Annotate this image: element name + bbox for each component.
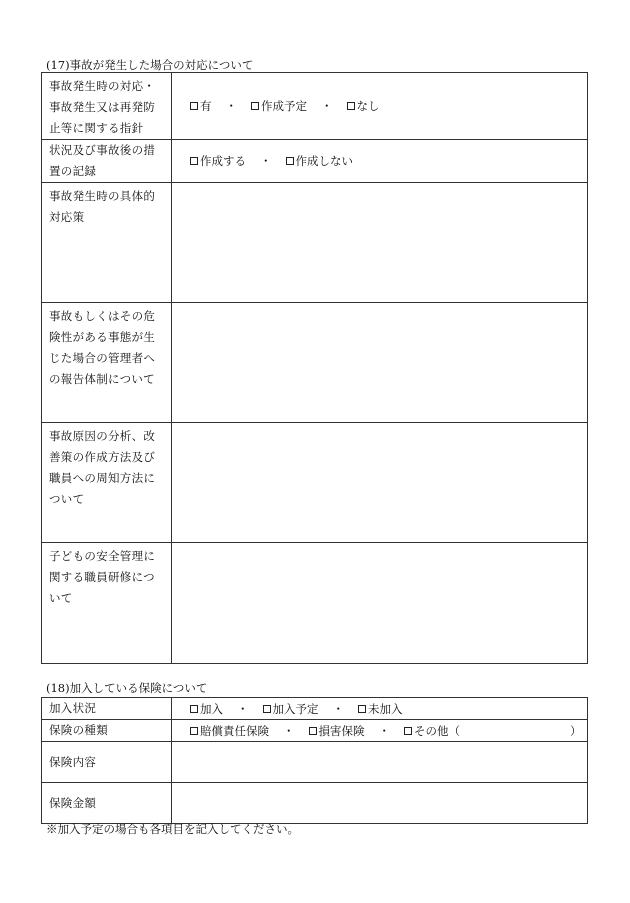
option-other[interactable] [404, 723, 460, 739]
label-line: じた場合の管理者へ [49, 351, 156, 365]
separator: ・ [260, 154, 272, 168]
table-row [42, 543, 588, 664]
option-liability-insurance[interactable] [190, 723, 269, 739]
label-line: 対応策 [49, 210, 85, 224]
label-line: 職員への周知方法に [49, 471, 156, 485]
separator: ・ [225, 99, 237, 113]
insurance-amount-input[interactable] [172, 783, 588, 824]
option-planned[interactable] [251, 98, 307, 114]
insurance-type-options-cell [172, 720, 588, 742]
checkbox-icon[interactable] [358, 705, 366, 713]
table-row [42, 720, 588, 742]
section-18-title: (18)加入している保険について [46, 681, 208, 695]
staff-training-input[interactable] [172, 543, 588, 664]
option-label: 作成予定 [261, 99, 307, 113]
label-line: 状況及び事故後の措 [49, 143, 156, 157]
section-17-title: (17)事故が発生した場合の対応について [46, 58, 254, 72]
checkbox-icon[interactable] [263, 705, 271, 713]
row-label-insurance-amount: 保険金額 [42, 783, 172, 824]
label-line: 関する職員研修につ [49, 570, 155, 584]
row-label-accident-record [42, 140, 172, 183]
specific-measures-input[interactable] [172, 183, 588, 303]
label-line: 善策の作成方法及び [49, 450, 156, 464]
label-line: 子どもの安全管理に [49, 549, 156, 563]
option-yes[interactable] [190, 98, 212, 114]
option-label: 損害保険 [318, 723, 365, 738]
label-line: いて [49, 591, 73, 605]
table-row [42, 698, 588, 720]
separator: ・ [321, 99, 333, 113]
table-row [42, 742, 588, 783]
label-line: 事故発生時の対応・ [49, 79, 156, 93]
label-line: 事故発生時の具体的 [49, 189, 156, 203]
table-row [42, 303, 588, 423]
accident-response-table [41, 72, 588, 664]
cause-analysis-input[interactable] [172, 423, 588, 543]
option-none[interactable] [347, 98, 380, 114]
label-line: 止等に関する指針 [49, 121, 144, 135]
reporting-system-input[interactable] [172, 303, 588, 423]
row-label-staff-training [42, 543, 172, 664]
table-row [42, 783, 588, 824]
option-label: 作成しない [295, 154, 353, 168]
table-row [42, 140, 588, 183]
separator: ・ [283, 723, 295, 738]
checkbox-icon[interactable] [190, 727, 198, 735]
checkbox-icon[interactable] [190, 157, 198, 165]
checkbox-icon[interactable] [190, 705, 198, 713]
row-label-reporting-system [42, 303, 172, 423]
option-label: 未加入 [368, 701, 403, 716]
option-enrolled[interactable] [190, 701, 223, 717]
guideline-options-cell [172, 73, 588, 140]
separator: ・ [237, 701, 249, 716]
label-line: 事故もしくはその危 [49, 309, 156, 323]
checkbox-icon[interactable] [251, 102, 259, 110]
label-line: の報告体制について [49, 372, 155, 386]
option-label: なし [356, 99, 380, 113]
insurance-content-input[interactable] [172, 742, 588, 783]
footnote: ※加入予定の場合も各項目を記入してください。 [46, 822, 299, 836]
option-create[interactable] [190, 153, 246, 169]
option-not-create[interactable] [286, 153, 354, 169]
close-paren: ） [570, 723, 582, 738]
label-line: 事故発生又は再発防 [49, 100, 156, 114]
option-label: その他（ [414, 723, 460, 738]
option-label: 作成する [200, 154, 246, 168]
row-label-enrollment: 加入状況 [42, 698, 172, 720]
option-label: 賠償責任保険 [200, 723, 269, 738]
row-label-insurance-type: 保険の種類 [42, 720, 172, 742]
option-enroll-planned[interactable] [263, 701, 319, 717]
table-row [42, 73, 588, 140]
enrollment-options-cell [172, 698, 588, 720]
option-label: 加入予定 [272, 701, 319, 716]
option-label: 加入 [200, 701, 223, 716]
table-row [42, 183, 588, 303]
label-line: ついて [49, 492, 85, 506]
option-not-enrolled[interactable] [358, 701, 403, 717]
checkbox-icon[interactable] [404, 727, 412, 735]
insurance-table [41, 697, 588, 824]
checkbox-icon[interactable] [309, 727, 317, 735]
label-line: 険性がある事態が生 [49, 330, 156, 344]
option-label: 有 [200, 99, 212, 113]
row-label-specific-measures [42, 183, 172, 303]
checkbox-icon[interactable] [347, 102, 355, 110]
checkbox-icon[interactable] [286, 157, 294, 165]
record-options-cell [172, 140, 588, 183]
table-row [42, 423, 588, 543]
option-damage-insurance[interactable] [309, 723, 365, 739]
row-label-cause-analysis [42, 423, 172, 543]
row-label-accident-guideline [42, 73, 172, 140]
separator: ・ [332, 701, 344, 716]
checkbox-icon[interactable] [190, 102, 198, 110]
label-line: 事故原因の分析、改 [49, 429, 156, 443]
separator: ・ [378, 723, 390, 738]
row-label-insurance-content: 保険内容 [42, 742, 172, 783]
label-line: 置の記録 [49, 164, 97, 178]
